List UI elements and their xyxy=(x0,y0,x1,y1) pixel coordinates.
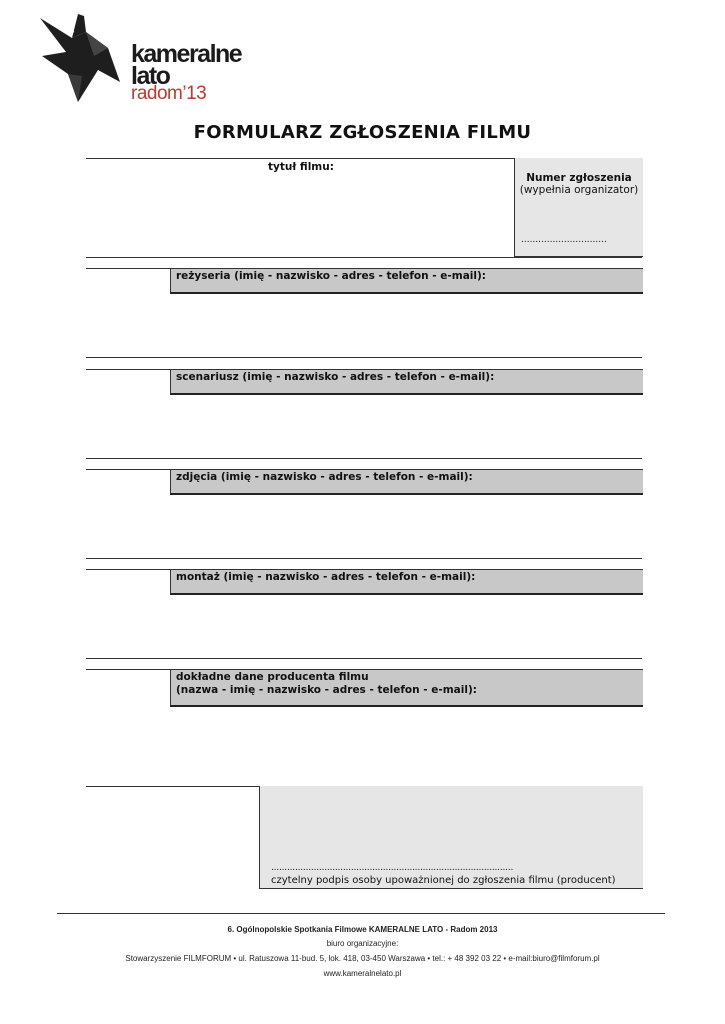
divider xyxy=(86,257,642,258)
divider xyxy=(86,569,170,570)
divider xyxy=(86,458,642,459)
section-header-screenplay xyxy=(170,369,643,395)
section-label-producer: dokładne dane producenta filmu xyxy=(176,671,369,683)
signature-caption: czytelny podpis osoby upoważnionej do zgłoszenia filmu (producent) xyxy=(271,875,616,886)
divider xyxy=(86,268,170,269)
signature-dots: ........................................................................................... xyxy=(271,863,514,873)
section-header-producer xyxy=(170,669,643,707)
bird-logo-icon xyxy=(38,12,122,104)
signature-box[interactable] xyxy=(259,786,643,889)
divider xyxy=(86,786,259,787)
section-label-screenplay: scenariusz (imię - nazwisko - adres - telefon - e-mail): xyxy=(176,371,495,383)
film-title-field[interactable] xyxy=(86,175,512,255)
director-field[interactable] xyxy=(86,294,642,356)
submission-number-label: Numer zgłoszenia xyxy=(526,172,632,184)
film-title-label: tytuł filmu: xyxy=(268,161,334,173)
section-label-cinematography: zdjęcia (imię - nazwisko - adres - telefon - e-mail): xyxy=(176,471,473,483)
logo-text-kameralne: kameralne xyxy=(131,40,242,68)
section-label-director: reżyseria (imię - nazwisko - adres - telefon - e-mail): xyxy=(176,270,486,282)
section-label-editing: montaż (imię - nazwisko - adres - telefon - e-mail): xyxy=(176,571,476,583)
submission-number-note: (wypełnia organizator) xyxy=(519,184,639,196)
section-header-director xyxy=(170,268,643,294)
footer-office: biuro organizacyjne: xyxy=(326,939,399,948)
cinematography-field[interactable] xyxy=(86,495,642,557)
footer-divider xyxy=(57,913,665,914)
logo-text-radom: radom’13 xyxy=(131,83,207,104)
divider xyxy=(86,357,642,358)
page-title: FORMULARZ ZGŁOSZENIA FILMU xyxy=(193,122,532,143)
submission-number-dots: .............................. xyxy=(521,235,607,245)
section-header-editing xyxy=(170,569,643,595)
footer-event: 6. Ogólnopolskie Spotkania Filmowe KAMERALNE LATO - Radom 2013 xyxy=(227,925,498,934)
divider xyxy=(86,658,642,659)
logo-text-lato: lato xyxy=(131,62,170,90)
section-header-cinematography xyxy=(170,469,643,495)
divider xyxy=(86,669,170,670)
footer-website-link[interactable]: www.kameralnelato.pl xyxy=(323,969,402,978)
divider xyxy=(86,558,642,559)
screenplay-field[interactable] xyxy=(86,395,642,457)
divider xyxy=(86,469,170,470)
editing-field[interactable] xyxy=(86,595,642,657)
submission-number-box xyxy=(514,158,643,257)
footer-address: Stowarzyszenie FILMFORUM • ul. Ratuszowa 11-bud. 5, lok. 418, 03-450 Warszawa • tel.: + 48 392 03 22 • e-mail:biuro@filmforum.pl xyxy=(125,954,600,963)
section-label-producer-details: (nazwa - imię - nazwisko - adres - telefon - e-mail): xyxy=(176,684,477,696)
divider xyxy=(86,369,170,370)
producer-field[interactable] xyxy=(86,708,642,784)
